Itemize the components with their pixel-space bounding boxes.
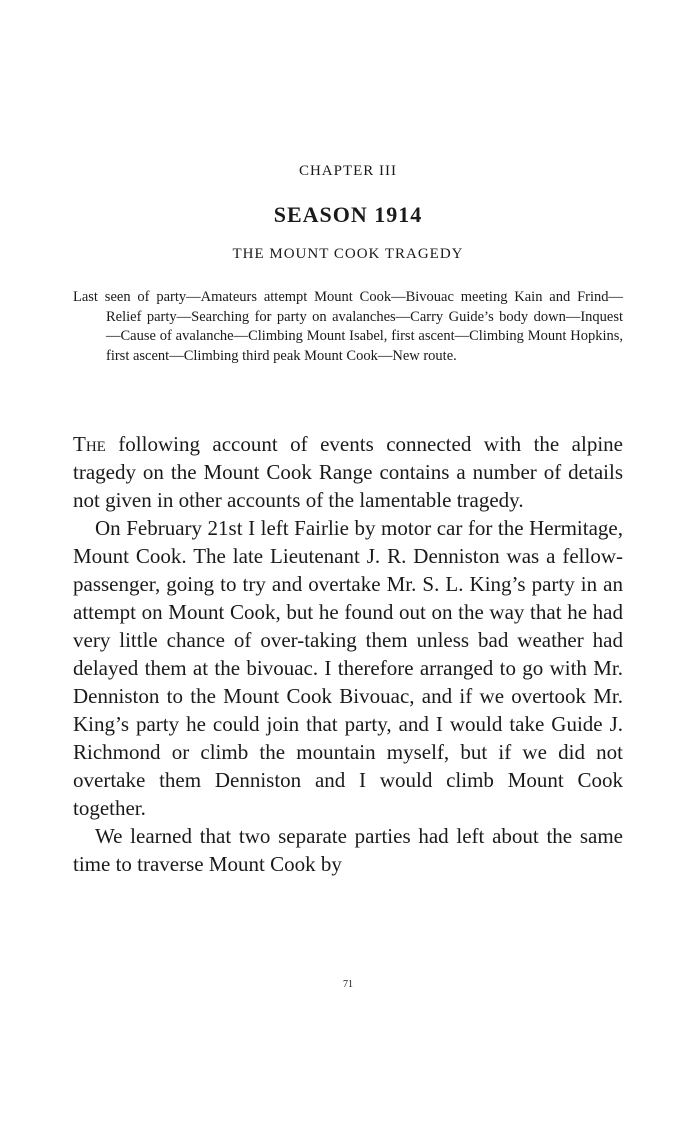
chapter-label: CHAPTER III <box>298 163 398 179</box>
body-text <box>73 430 623 878</box>
paragraph-3: We learned that two separate parties had left about the same time to traverse Mount Cook by <box>73 824 623 876</box>
chapter-synopsis: Last seen of party—Amateurs attempt Mount Cook—Bivouac meeting Kain and Frind—Relief party—Searching for party on avalanches—Carry Guide’s body down—Inquest—Cause of avalanche—Climbing Mount Isabel, first ascent—Climbing Mount Hopkins, first ascent—Climbing third peak Mount Cook—New route. <box>73 289 623 364</box>
paragraph-2: On February 21st I left Fairlie by motor car for the Hermitage, Mount Cook. The late Lieutenant J. R. Denniston was a fellow-passenger, going to try and overtake Mr. S. L. King’s party in an attempt on Mount Cook, but he found out on the way that he had very little chance of over-taking them unless bad weather had delayed them at the bivouac. I therefore arranged to go with Mr. Denniston to the Mount Cook Bivouac, and if we overtook Mr. King’s party he could join that party, and I would take Guide J. Richmond or climb the mountain myself, but if we did not overtake them Denniston and I would climb Mount Cook together. <box>73 516 623 820</box>
page-number: 71 <box>343 979 353 990</box>
chapter-subtitle: THE MOUNT COOK TRAGEDY <box>232 246 464 262</box>
chapter-title: SEASON 1914 <box>273 202 423 227</box>
paragraph-1 <box>73 430 623 514</box>
paragraph-1-text: following account of events connected with the alpine tragedy on the Mount Cook Range contains a number of details not given in other accounts of the lamentable tragedy. <box>73 432 623 512</box>
paragraph-lead-word: The <box>73 432 106 456</box>
